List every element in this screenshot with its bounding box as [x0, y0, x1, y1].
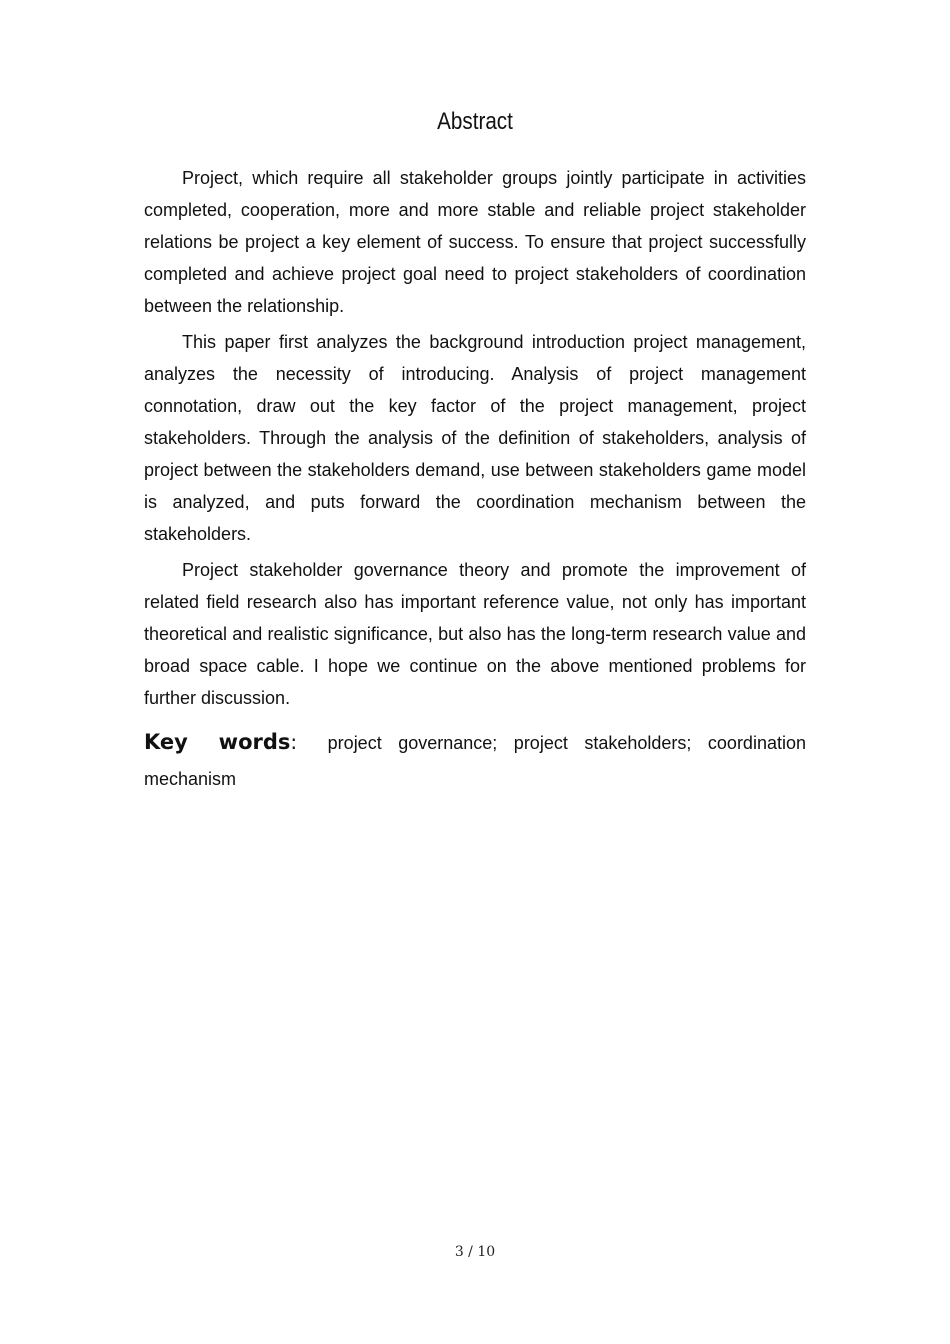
abstract-body — [144, 162, 806, 797]
keywords-label: Key words — [144, 730, 291, 754]
abstract-paragraph-1: Project, which require all stakeholder groups jointly participate in activities completed, cooperation, more and more stable and reliable project stakeholder relations be project a key element of success. To ensure that project successfully completed and achieve project goal need to project stakeholders of coordination between the relationship. — [144, 168, 806, 316]
page-number: 3 / 10 — [454, 1244, 496, 1260]
keywords-section — [144, 724, 806, 797]
keywords-text: project governance; project stakeholders; coordination mechanism — [144, 733, 806, 789]
abstract-paragraph-2: This paper first analyzes the background introduction project management, analyzes the necessity of introducing. Analysis of project management connotation, draw out the key factor of the project management, project stakeholders. Through the analysis of the definition of stakeholders, analysis of project between the stakeholders demand, use between stakeholders game model is analyzed, and puts forward the coordination mechanism between the stakeholders. — [144, 332, 806, 544]
abstract-paragraph-3: Project stakeholder governance theory and promote the improvement of related field research also has important reference value, not only has important theoretical and realistic significance, but also has the long-term research value and broad space cable. I hope we continue on the above mentioned problems for further discussion. — [144, 560, 806, 708]
page-title: Abstract — [437, 108, 513, 135]
keywords-colon: : — [290, 730, 298, 754]
